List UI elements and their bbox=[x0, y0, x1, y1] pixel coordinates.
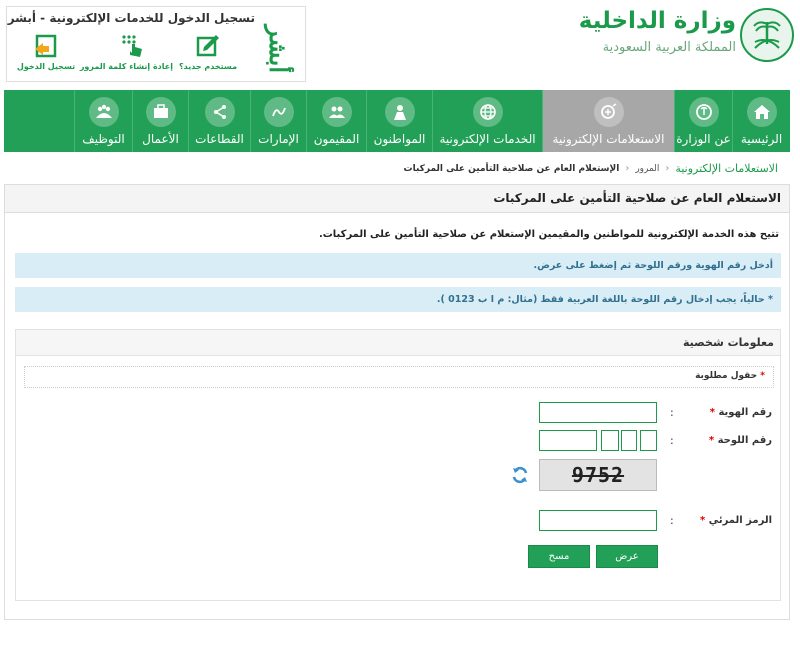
login-icon bbox=[33, 33, 59, 59]
employment-icon bbox=[89, 97, 119, 127]
required-star: * bbox=[760, 371, 765, 381]
inquiries-icon bbox=[594, 97, 624, 127]
inquiry-panel bbox=[4, 184, 790, 620]
citizen-icon bbox=[385, 97, 415, 127]
palm-swords-icon bbox=[746, 14, 788, 56]
required-fields-note bbox=[24, 366, 774, 388]
nav-emirates-label: الإمارات bbox=[258, 131, 299, 146]
ministry-emblem-icon bbox=[689, 97, 719, 127]
ministry-name: وزارة الداخلية bbox=[578, 8, 736, 34]
id-number-label: رقم الهوية bbox=[718, 407, 772, 418]
absher-logo: أبشر bbox=[264, 25, 293, 73]
plate-letter-1-input[interactable] bbox=[601, 430, 619, 451]
alert-instructions-text: أدخل رقم الهوية ورقم اللوحة ثم إضغط على عرض. bbox=[533, 260, 773, 271]
login-label: تسجيل الدخول bbox=[16, 62, 76, 71]
nav-e-services[interactable] bbox=[432, 90, 542, 152]
nav-about-label: عن الوزارة bbox=[676, 131, 731, 146]
new-user-label: مستخدم جديد؟ bbox=[178, 62, 238, 71]
captcha-required-star: * bbox=[700, 515, 706, 526]
personal-info-header bbox=[16, 330, 780, 356]
plate-letter-2-input[interactable] bbox=[621, 430, 637, 451]
breadcrumb-item-inquiries[interactable]: الاستعلامات الإلكترونية bbox=[675, 162, 778, 175]
captcha-label-row bbox=[682, 515, 772, 526]
nav-employment-label: التوظيف bbox=[82, 131, 125, 146]
nav-employment[interactable] bbox=[74, 90, 132, 152]
nav-sectors-label: القطاعات bbox=[195, 131, 244, 146]
nav-home[interactable] bbox=[732, 90, 790, 152]
nav-e-inquiries[interactable] bbox=[542, 90, 674, 152]
show-button[interactable]: عرض bbox=[596, 545, 658, 568]
nav-citizens[interactable] bbox=[366, 90, 432, 152]
captcha-image bbox=[539, 459, 657, 491]
refresh-captcha-icon[interactable] bbox=[510, 465, 530, 485]
absher-login-title: تسجيل الدخول للخدمات الإلكترونية - أبشر bbox=[7, 11, 255, 25]
home-icon bbox=[747, 97, 777, 127]
page-title: الاستعلام العام عن صلاحية التأمين على المركبات bbox=[493, 191, 781, 205]
captcha-input[interactable] bbox=[539, 510, 657, 531]
emirates-icon bbox=[264, 97, 294, 127]
login-link[interactable] bbox=[13, 33, 79, 71]
plate-digits-input[interactable] bbox=[539, 430, 597, 451]
nav-about-ministry[interactable] bbox=[674, 90, 732, 152]
main-nav bbox=[4, 90, 790, 152]
nav-citizens-label: المواطنون bbox=[373, 131, 426, 146]
id-required-star: * bbox=[709, 407, 715, 418]
plate-required-star: * bbox=[708, 435, 715, 446]
required-fields-label: حقول مطلوبة bbox=[695, 371, 758, 381]
alert-plate-text: * حالياً، يجب إدخال رقم اللوحة باللغة العربية فقط (مثال: م ا ب 0123 ). bbox=[436, 294, 773, 305]
sectors-icon bbox=[205, 97, 235, 127]
nav-business[interactable] bbox=[132, 90, 188, 152]
briefcase-icon bbox=[146, 97, 176, 127]
nav-services-label: الخدمات الإلكترونية bbox=[439, 131, 536, 146]
breadcrumb-chevron-icon: ‹ bbox=[665, 163, 670, 174]
reset-password-label: إعادة إنشاء كلمة المرور bbox=[79, 62, 173, 71]
nav-business-label: الأعمال bbox=[142, 131, 179, 146]
globe-icon bbox=[473, 97, 503, 127]
nav-emirates[interactable] bbox=[250, 90, 306, 152]
breadcrumb-item-traffic[interactable]: المرور bbox=[635, 163, 660, 174]
absher-login-box bbox=[6, 6, 306, 82]
breadcrumb bbox=[404, 162, 778, 175]
nav-home-label: الرئيسية bbox=[740, 131, 783, 146]
clear-button[interactable]: مسح bbox=[528, 545, 590, 568]
service-description: تتيح هذه الخدمة الإلكترونية للمواطنين والمقيمين الإستعلام عن صلاحية التأمين على المركبات. bbox=[318, 229, 779, 240]
nav-sectors[interactable] bbox=[188, 90, 250, 152]
id-number-input[interactable] bbox=[539, 402, 657, 423]
new-user-icon bbox=[195, 33, 221, 59]
plate-number-label-row bbox=[682, 435, 772, 446]
captcha-label: الرمز المرئي bbox=[708, 515, 772, 526]
info-alert-arabic-plate bbox=[15, 287, 781, 312]
id-number-label-row bbox=[682, 407, 772, 418]
info-alert-instructions bbox=[15, 253, 781, 278]
plate-number-label: رقم اللوحة bbox=[717, 435, 772, 446]
required-fields-text bbox=[695, 371, 765, 381]
plate-letter-3-input[interactable] bbox=[640, 430, 657, 451]
reset-password-link[interactable] bbox=[79, 33, 173, 71]
reset-password-icon bbox=[120, 33, 146, 59]
breadcrumb-chevron-icon: ‹ bbox=[625, 163, 630, 174]
nav-residents-label: المقيمون bbox=[313, 131, 360, 146]
id-colon: : bbox=[670, 406, 674, 419]
breadcrumb-item-current: الإستعلام العام عن صلاحية التأمين على المركبات bbox=[403, 163, 620, 174]
captcha-text: 9752 bbox=[571, 463, 625, 487]
personal-info-section bbox=[15, 329, 781, 601]
ministry-emblem-logo[interactable] bbox=[740, 8, 794, 62]
nav-inquiries-label: الاستعلامات الإلكترونية bbox=[552, 131, 665, 146]
ministry-subtitle: المملكة العربية السعودية bbox=[602, 40, 736, 55]
plate-colon: : bbox=[670, 434, 674, 447]
captcha-colon: : bbox=[670, 514, 674, 527]
panel-header bbox=[5, 185, 789, 213]
new-user-link[interactable] bbox=[175, 33, 241, 71]
residents-icon bbox=[322, 97, 352, 127]
nav-residents[interactable] bbox=[306, 90, 366, 152]
personal-info-title: معلومات شخصية bbox=[683, 336, 774, 349]
